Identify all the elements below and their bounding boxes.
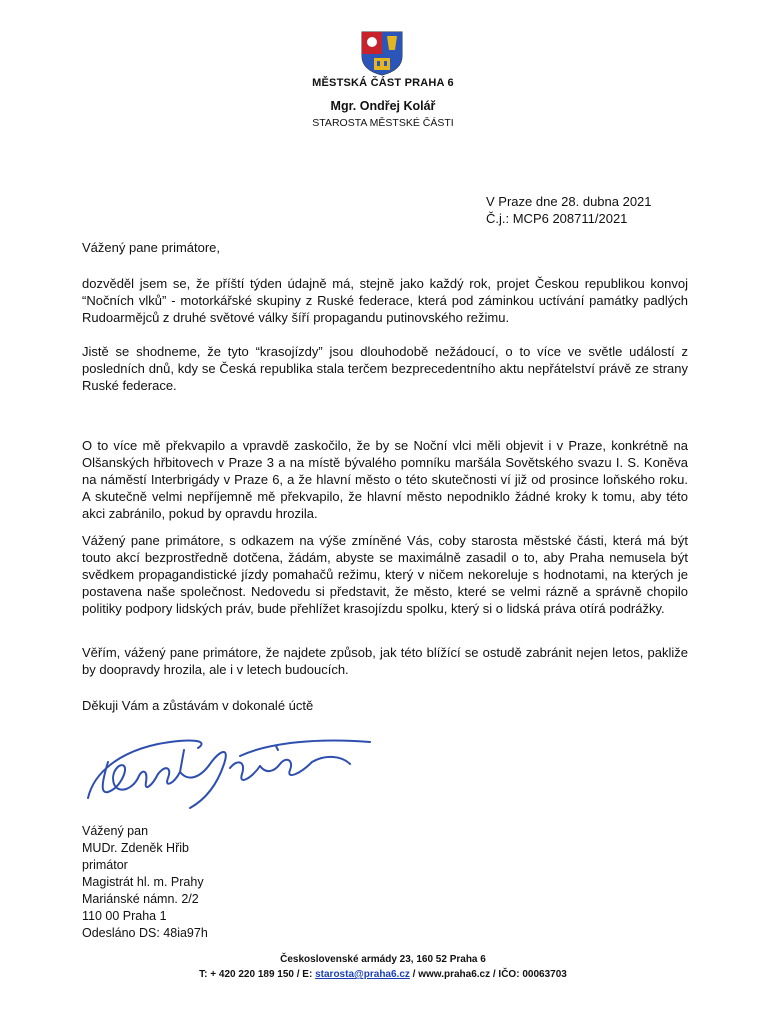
closing-line: Děkuji Vám a zůstávám v dokonalé úctě bbox=[82, 698, 314, 713]
date-line: V Praze dne 28. dubna 2021 bbox=[486, 194, 652, 209]
paragraph: dozvěděl jsem se, že příští týden údajně má, stejně jako každý rok, projet Českou republikou konvoj “Nočních vlků” - motorkářské skupiny z Ruské federace, která pod záminkou uctívání památky padlých Rudoarmějců z druhé světové války šíří propagandu putinovského režimu. bbox=[82, 276, 688, 325]
email-link[interactable]: starosta@praha6.cz bbox=[315, 969, 410, 980]
date-reference-block bbox=[486, 193, 706, 227]
reference-number: Č.j.: MCP6 208711/2021 bbox=[486, 211, 628, 226]
office-title: MĚSTSKÁ ČÁST PRAHA 6 bbox=[312, 77, 454, 89]
mayor-name: Mgr. Ondřej Kolář bbox=[330, 99, 436, 113]
recipient-line: primátor bbox=[82, 858, 128, 872]
salutation: Vážený pane primátore, bbox=[82, 240, 221, 255]
paragraph: O to více mě překvapilo a vpravdě zaskočilo, že by se Noční vlci měli objevit i v Praze, konkrétně na Olšanských hřbitovech v Praze 3 a na místě bývalého pomníku maršála Sovětského svazu I. S. Koněva na náměstí Interbrigády v Praze 6, a že hlavní město o této skutečnosti ví již od prosince loňského roku. A skutečně velmi nepříjemně mě překvapilo, že hlavní město nepodniklo žádné kroky k tomu, aby této akci zabránilo, pokud by opravdu hrozila. bbox=[82, 438, 688, 521]
recipient-line: Odesláno DS: 48ia97h bbox=[82, 926, 208, 940]
recipient-line: Magistrát hl. m. Prahy bbox=[82, 875, 204, 889]
recipient-line: MUDr. Zdeněk Hřib bbox=[82, 841, 189, 855]
mayor-role: STAROSTA MĚSTSKÉ ČÁSTI bbox=[312, 117, 454, 129]
footer-contact bbox=[0, 969, 766, 980]
paragraph: Jistě se shodneme, že tyto “krasojízdy” jsou dlouhodobě nežádoucí, o to více ve světle událostí z posledních dnů, kdy se Česká republika stala terčem bezprecedentního aktu nepřátelství právě ze strany Ruské federace. bbox=[82, 344, 688, 393]
coat-of-arms-icon bbox=[360, 30, 404, 76]
footer-contact-prefix: T: + 420 220 189 150 / E: bbox=[199, 969, 316, 980]
recipient-line: 110 00 Praha 1 bbox=[82, 909, 167, 923]
footer-address: Československé armády 23, 160 52 Praha 6 bbox=[280, 954, 486, 965]
recipient-line: Mariánské námn. 2/2 bbox=[82, 892, 199, 906]
recipient-address bbox=[82, 823, 208, 942]
paragraph: Vážený pane primátore, s odkazem na výše zmíněné Vás, coby starosta městské části, která má být touto akcí bezprostředně dotčena, žádám, abyste se maximálně zasadil o to, aby Praha nemusela být svědkem propagandistické jízdy pomahačů režimu, který v ničem nekoreluje s hodnotami, na kterých je postavena naše společnost. Nedovedu si představit, že město, které se velmi rázně a správně chopilo politiky podpory lidských práv, bude přehlížet krasojízdu spolku, který si o lidská práva otírá podrážky. bbox=[82, 533, 688, 616]
recipient-line: Vážený pan bbox=[82, 824, 149, 838]
handwritten-signature bbox=[80, 712, 380, 822]
footer-contact-suffix: / www.praha6.cz / IČO: 00063703 bbox=[409, 969, 567, 980]
paragraph: Věřím, vážený pane primátore, že najdete způsob, jak této blížící se ostudě zabránit nejen letos, pakliže by doopravdy hrozila, ale i v letech budoucích. bbox=[82, 645, 688, 677]
